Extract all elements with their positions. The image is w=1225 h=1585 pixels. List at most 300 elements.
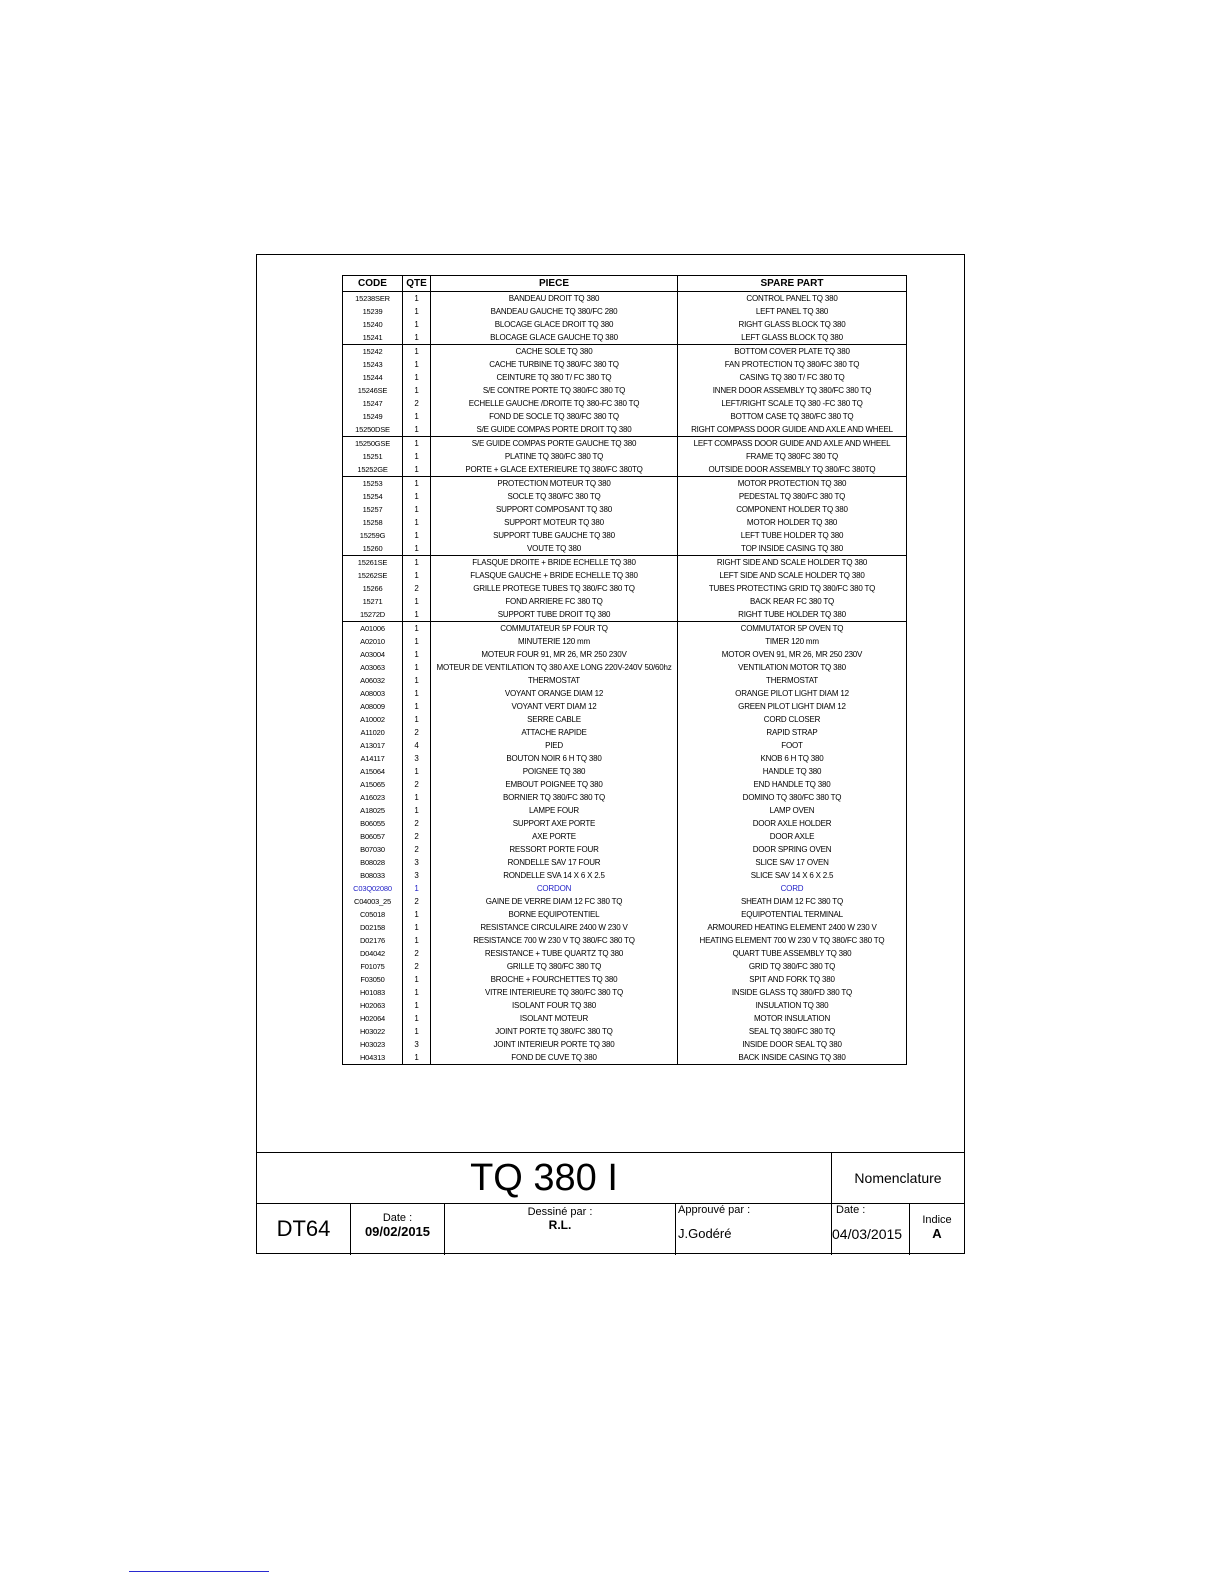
cell-code: A15064 [343, 765, 403, 778]
drawing-title: TQ 380 I [257, 1153, 832, 1203]
cell-code: H01083 [343, 986, 403, 999]
cell-spare-part: LEFT PANEL TQ 380 [678, 305, 907, 318]
cell-code: F01075 [343, 960, 403, 973]
cell-code: 15261SE [343, 556, 403, 570]
cell-code: D02176 [343, 934, 403, 947]
cell-spare-part: INNER DOOR ASSEMBLY TQ 380/FC 380 TQ [678, 384, 907, 397]
table-row [343, 999, 907, 1012]
cell-spare-part: LAMP OVEN [678, 804, 907, 817]
table-row [343, 908, 907, 921]
cell-qte: 3 [403, 752, 431, 765]
cell-qte: 1 [403, 384, 431, 397]
cell-spare-part: DOOR AXLE [678, 830, 907, 843]
cell-piece: SUPPORT TUBE GAUCHE TQ 380 [431, 529, 678, 542]
cell-piece: CACHE SOLE TQ 380 [431, 345, 678, 359]
cell-qte: 1 [403, 450, 431, 463]
cell-spare-part: DOOR SPRING OVEN [678, 843, 907, 856]
cell-spare-part: LEFT GLASS BLOCK TQ 380 [678, 331, 907, 345]
cell-spare-part: TIMER 120 mm [678, 635, 907, 648]
cell-spare-part: MOTOR INSULATION [678, 1012, 907, 1025]
cell-spare-part: HANDLE TQ 380 [678, 765, 907, 778]
cell-piece: VOUTE TQ 380 [431, 542, 678, 556]
cell-code: 15253 [343, 477, 403, 491]
cell-code: A18025 [343, 804, 403, 817]
table-row [343, 542, 907, 556]
cell-piece: BORNE EQUIPOTENTIEL [431, 908, 678, 921]
cell-piece: BOUTON NOIR 6 H TQ 380 [431, 752, 678, 765]
cell-qte: 1 [403, 371, 431, 384]
cell-qte: 2 [403, 397, 431, 410]
cell-code: 15272D [343, 608, 403, 622]
cell-qte: 1 [403, 556, 431, 570]
approved-by-label: Approuvé par : [678, 1204, 751, 1216]
cell-spare-part: VENTILATION MOTOR TQ 380 [678, 661, 907, 674]
table-row [343, 450, 907, 463]
cell-spare-part: LEFT/RIGHT SCALE TQ 380 -FC 380 TQ [678, 397, 907, 410]
table-row [343, 608, 907, 622]
table-row [343, 726, 907, 739]
cell-qte: 1 [403, 410, 431, 423]
cell-piece: AXE PORTE [431, 830, 678, 843]
cell-code: H04313 [343, 1051, 403, 1065]
cell-piece: S/E GUIDE COMPAS PORTE GAUCHE TQ 380 [431, 437, 678, 451]
cell-piece: FOND ARRIERE FC 380 TQ [431, 595, 678, 608]
cell-spare-part: CORD CLOSER [678, 713, 907, 726]
cell-code: 15250GSE [343, 437, 403, 451]
cell-spare-part: HEATING ELEMENT 700 W 230 V TQ 380/FC 380 TQ [678, 934, 907, 947]
table-row [343, 318, 907, 331]
cell-piece: ISOLANT FOUR TQ 380 [431, 999, 678, 1012]
cell-code: H03023 [343, 1038, 403, 1051]
cell-qte: 3 [403, 1038, 431, 1051]
cell-piece: ECHELLE GAUCHE /DROITE TQ 380-FC 380 TQ [431, 397, 678, 410]
cell-piece: VOYANT ORANGE DIAM 12 [431, 687, 678, 700]
cell-spare-part: LEFT TUBE HOLDER TQ 380 [678, 529, 907, 542]
cell-qte: 1 [403, 687, 431, 700]
cell-spare-part: GRID TQ 380/FC 380 TQ [678, 960, 907, 973]
table-row [343, 661, 907, 674]
cell-qte: 1 [403, 713, 431, 726]
cell-piece: PIED [431, 739, 678, 752]
header-code: CODE [343, 276, 403, 292]
table-row [343, 752, 907, 765]
cell-spare-part: CONTROL PANEL TQ 380 [678, 292, 907, 306]
cell-code: 15241 [343, 331, 403, 345]
cell-piece: SUPPORT AXE PORTE [431, 817, 678, 830]
cell-code: D04042 [343, 947, 403, 960]
table-row [343, 921, 907, 934]
cell-piece: SUPPORT TUBE DROIT TQ 380 [431, 608, 678, 622]
cell-code: B08033 [343, 869, 403, 882]
cell-code: F03050 [343, 973, 403, 986]
cell-code: 15244 [343, 371, 403, 384]
cell-qte: 3 [403, 869, 431, 882]
cell-qte: 2 [403, 895, 431, 908]
cell-piece: POIGNEE TQ 380 [431, 765, 678, 778]
table-row [343, 830, 907, 843]
cell-qte: 1 [403, 503, 431, 516]
cell-spare-part: END HANDLE TQ 380 [678, 778, 907, 791]
table-row [343, 516, 907, 529]
cell-spare-part: BOTTOM COVER PLATE TQ 380 [678, 345, 907, 359]
cell-qte: 2 [403, 843, 431, 856]
cell-code: A08009 [343, 700, 403, 713]
table-row [343, 582, 907, 595]
cell-qte: 1 [403, 1012, 431, 1025]
cell-spare-part: DOOR AXLE HOLDER [678, 817, 907, 830]
cell-qte: 1 [403, 622, 431, 636]
table-row [343, 437, 907, 451]
table-row [343, 529, 907, 542]
table-header-row [343, 276, 907, 292]
table-row [343, 973, 907, 986]
cell-qte: 2 [403, 582, 431, 595]
cell-spare-part: INSULATION TQ 380 [678, 999, 907, 1012]
date-label: Date : [382, 1212, 413, 1224]
cell-spare-part: RAPID STRAP [678, 726, 907, 739]
cell-piece: BANDEAU DROIT TQ 380 [431, 292, 678, 306]
cell-qte: 1 [403, 648, 431, 661]
cell-code: 15252GE [343, 463, 403, 477]
cell-code: B06055 [343, 817, 403, 830]
drawn-by-value: R.L. [548, 1218, 572, 1232]
table-row [343, 882, 907, 895]
doc-number: DT64 [257, 1203, 351, 1255]
table-row [343, 843, 907, 856]
cell-code: H02063 [343, 999, 403, 1012]
cell-piece: FLASQUE DROITE + BRIDE ECHELLE TQ 380 [431, 556, 678, 570]
cell-piece: CORDON [431, 882, 678, 895]
cell-spare-part: TOP INSIDE CASING TQ 380 [678, 542, 907, 556]
parts-table [342, 275, 907, 1065]
cell-piece: PORTE + GLACE EXTERIEURE TQ 380/FC 380TQ [431, 463, 678, 477]
cell-spare-part: SLICE SAV 17 OVEN [678, 856, 907, 869]
date-value: 09/02/2015 [364, 1224, 431, 1239]
cell-qte: 1 [403, 477, 431, 491]
table-row [343, 986, 907, 999]
cell-spare-part: RIGHT COMPASS DOOR GUIDE AND AXLE AND WHEEL [678, 423, 907, 437]
cell-piece: BORNIER TQ 380/FC 380 TQ [431, 791, 678, 804]
cell-piece: BLOCAGE GLACE DROIT TQ 380 [431, 318, 678, 331]
cell-code: 15259G [343, 529, 403, 542]
cell-qte: 1 [403, 463, 431, 477]
table-row [343, 804, 907, 817]
cell-piece: THERMOSTAT [431, 674, 678, 687]
cell-spare-part: COMPONENT HOLDER TQ 380 [678, 503, 907, 516]
cell-spare-part: CASING TQ 380 T/ FC 380 TQ [678, 371, 907, 384]
cell-qte: 1 [403, 529, 431, 542]
cell-spare-part: MOTOR PROTECTION TQ 380 [678, 477, 907, 491]
cell-qte: 4 [403, 739, 431, 752]
cell-code: 15243 [343, 358, 403, 371]
cell-piece: RONDELLE SVA 14 X 6 X 2.5 [431, 869, 678, 882]
footnote-separator [129, 1571, 269, 1572]
cell-code: 15266 [343, 582, 403, 595]
cell-piece: S/E GUIDE COMPAS PORTE DROIT TQ 380 [431, 423, 678, 437]
cell-piece: SOCLE TQ 380/FC 380 TQ [431, 490, 678, 503]
cell-qte: 1 [403, 999, 431, 1012]
cell-qte: 1 [403, 635, 431, 648]
cell-piece: LAMPE FOUR [431, 804, 678, 817]
table-row [343, 1051, 907, 1065]
cell-code: A02010 [343, 635, 403, 648]
table-row [343, 463, 907, 477]
cell-qte: 1 [403, 934, 431, 947]
header-spare-part: SPARE PART [678, 276, 907, 292]
cell-piece: RESISTANCE CIRCULAIRE 2400 W 230 V [431, 921, 678, 934]
cell-qte: 1 [403, 700, 431, 713]
drawing-sheet [256, 254, 965, 1254]
cell-spare-part: CORD [678, 882, 907, 895]
cell-qte: 1 [403, 542, 431, 556]
cell-piece: BLOCAGE GLACE GAUCHE TQ 380 [431, 331, 678, 345]
cell-spare-part: GREEN PILOT LIGHT DIAM 12 [678, 700, 907, 713]
cell-piece: GRILLE PROTEGE TUBES TQ 380/FC 380 TQ [431, 582, 678, 595]
header-qte: QTE [403, 276, 431, 292]
table-row [343, 477, 907, 491]
cell-spare-part: SHEATH DIAM 12 FC 380 TQ [678, 895, 907, 908]
cell-code: A13017 [343, 739, 403, 752]
approval-date-label: Date : [836, 1204, 866, 1216]
cell-code: A08003 [343, 687, 403, 700]
cell-code: 15251 [343, 450, 403, 463]
cell-qte: 2 [403, 830, 431, 843]
cell-code: 15260 [343, 542, 403, 556]
cell-spare-part: QUART TUBE ASSEMBLY TQ 380 [678, 947, 907, 960]
cell-qte: 1 [403, 882, 431, 895]
table-row [343, 358, 907, 371]
drawn-by-label: Dessiné par : [527, 1206, 593, 1218]
cell-code: 15247 [343, 397, 403, 410]
cell-code: C05018 [343, 908, 403, 921]
cell-code: A01006 [343, 622, 403, 636]
table-row [343, 292, 907, 306]
cell-code: A14117 [343, 752, 403, 765]
cell-spare-part: INSIDE DOOR SEAL TQ 380 [678, 1038, 907, 1051]
cell-code: A03063 [343, 661, 403, 674]
table-row [343, 622, 907, 636]
table-row [343, 778, 907, 791]
cell-piece: CACHE TURBINE TQ 380/FC 380 TQ [431, 358, 678, 371]
cell-qte: 1 [403, 345, 431, 359]
cell-piece: S/E CONTRE PORTE TQ 380/FC 380 TQ [431, 384, 678, 397]
cell-code: 15238SER [343, 292, 403, 306]
table-row [343, 895, 907, 908]
cell-qte: 1 [403, 569, 431, 582]
cell-piece: PLATINE TQ 380/FC 380 TQ [431, 450, 678, 463]
table-row [343, 713, 907, 726]
cell-piece: MINUTERIE 120 mm [431, 635, 678, 648]
cell-spare-part: FOOT [678, 739, 907, 752]
table-row [343, 371, 907, 384]
date-cell [351, 1203, 445, 1255]
table-row [343, 331, 907, 345]
cell-piece: RESISTANCE + TUBE QUARTZ TQ 380 [431, 947, 678, 960]
cell-qte: 1 [403, 973, 431, 986]
cell-piece: JOINT INTERIEUR PORTE TQ 380 [431, 1038, 678, 1051]
table-row [343, 397, 907, 410]
table-row [343, 423, 907, 437]
cell-qte: 2 [403, 947, 431, 960]
cell-piece: FLASQUE GAUCHE + BRIDE ECHELLE TQ 380 [431, 569, 678, 582]
cell-qte: 1 [403, 358, 431, 371]
cell-piece: CEINTURE TQ 380 T/ FC 380 TQ [431, 371, 678, 384]
cell-piece: MOTEUR DE VENTILATION TQ 380 AXE LONG 220V-240V 50/60hz [431, 661, 678, 674]
approved-by-cell [676, 1203, 832, 1255]
approval-date-value: 04/03/2015 [832, 1226, 903, 1242]
cell-spare-part: SLICE SAV 14 X 6 X 2.5 [678, 869, 907, 882]
cell-code: D02158 [343, 921, 403, 934]
cell-spare-part: LEFT COMPASS DOOR GUIDE AND AXLE AND WHEEL [678, 437, 907, 451]
drawn-by-cell [445, 1203, 676, 1255]
cell-code: A15065 [343, 778, 403, 791]
cell-spare-part: BACK INSIDE CASING TQ 380 [678, 1051, 907, 1065]
cell-piece: ISOLANT MOTEUR [431, 1012, 678, 1025]
indice-label: Indice [922, 1214, 952, 1226]
table-row [343, 1025, 907, 1038]
cell-spare-part: EQUIPOTENTIAL TERMINAL [678, 908, 907, 921]
cell-spare-part: MOTOR HOLDER TQ 380 [678, 516, 907, 529]
cell-qte: 1 [403, 986, 431, 999]
table-row [343, 384, 907, 397]
table-row [343, 1038, 907, 1051]
cell-piece: BROCHE + FOURCHETTES TQ 380 [431, 973, 678, 986]
cell-code: A06032 [343, 674, 403, 687]
table-row [343, 345, 907, 359]
cell-spare-part: BOTTOM CASE TQ 380/FC 380 TQ [678, 410, 907, 423]
table-row [343, 569, 907, 582]
title-block [257, 1152, 964, 1255]
table-row [343, 765, 907, 778]
cell-qte: 1 [403, 305, 431, 318]
cell-piece: GAINE DE VERRE DIAM 12 FC 380 TQ [431, 895, 678, 908]
cell-qte: 2 [403, 960, 431, 973]
cell-code: A11020 [343, 726, 403, 739]
cell-qte: 2 [403, 726, 431, 739]
header-piece: PIECE [431, 276, 678, 292]
cell-piece: ATTACHE RAPIDE [431, 726, 678, 739]
cell-spare-part: MOTOR OVEN 91, MR 26, MR 250 230V [678, 648, 907, 661]
cell-qte: 1 [403, 292, 431, 306]
cell-qte: 1 [403, 437, 431, 451]
cell-code: 15262SE [343, 569, 403, 582]
table-row [343, 947, 907, 960]
table-row [343, 856, 907, 869]
table-row [343, 791, 907, 804]
cell-qte: 1 [403, 791, 431, 804]
cell-spare-part: DOMINO TQ 380/FC 380 TQ [678, 791, 907, 804]
cell-piece: VITRE INTERIEURE TQ 380/FC 380 TQ [431, 986, 678, 999]
cell-piece: BANDEAU GAUCHE TQ 380/FC 280 [431, 305, 678, 318]
cell-piece: GRILLE TQ 380/FC 380 TQ [431, 960, 678, 973]
cell-qte: 1 [403, 516, 431, 529]
table-row [343, 635, 907, 648]
cell-code: A16023 [343, 791, 403, 804]
cell-spare-part: LEFT SIDE AND SCALE HOLDER TQ 380 [678, 569, 907, 582]
table-row [343, 960, 907, 973]
table-row [343, 700, 907, 713]
table-row [343, 305, 907, 318]
cell-code: C04003_25 [343, 895, 403, 908]
table-row [343, 934, 907, 947]
cell-qte: 1 [403, 595, 431, 608]
cell-piece: JOINT PORTE TQ 380/FC 380 TQ [431, 1025, 678, 1038]
cell-spare-part: PEDESTAL TQ 380/FC 380 TQ [678, 490, 907, 503]
cell-piece: FOND DE SOCLE TQ 380/FC 380 TQ [431, 410, 678, 423]
cell-piece: RONDELLE SAV 17 FOUR [431, 856, 678, 869]
indice-cell [910, 1203, 964, 1255]
cell-spare-part: ORANGE PILOT LIGHT DIAM 12 [678, 687, 907, 700]
cell-piece: SUPPORT MOTEUR TQ 380 [431, 516, 678, 529]
cell-piece: MOTEUR FOUR 91, MR 26, MR 250 230V [431, 648, 678, 661]
table-row [343, 739, 907, 752]
table-row [343, 869, 907, 882]
cell-qte: 1 [403, 804, 431, 817]
cell-spare-part: FRAME TQ 380FC 380 TQ [678, 450, 907, 463]
cell-spare-part: RIGHT GLASS BLOCK TQ 380 [678, 318, 907, 331]
cell-spare-part: TUBES PROTECTING GRID TQ 380/FC 380 TQ [678, 582, 907, 595]
cell-code: 15242 [343, 345, 403, 359]
cell-piece: SUPPORT COMPOSANT TQ 380 [431, 503, 678, 516]
cell-spare-part: SPIT AND FORK TQ 380 [678, 973, 907, 986]
cell-spare-part: SEAL TQ 380/FC 380 TQ [678, 1025, 907, 1038]
cell-qte: 1 [403, 908, 431, 921]
parts-table-body [343, 292, 907, 1065]
cell-qte: 1 [403, 674, 431, 687]
cell-piece: COMMUTATEUR 5P FOUR TQ [431, 622, 678, 636]
cell-code: 15257 [343, 503, 403, 516]
cell-code: A10002 [343, 713, 403, 726]
cell-code: 15250DSE [343, 423, 403, 437]
cell-qte: 1 [403, 423, 431, 437]
cell-spare-part: RIGHT TUBE HOLDER TQ 380 [678, 608, 907, 622]
cell-code: B06057 [343, 830, 403, 843]
table-row [343, 1012, 907, 1025]
cell-code: 15254 [343, 490, 403, 503]
cell-code: 15258 [343, 516, 403, 529]
cell-spare-part: KNOB 6 H TQ 380 [678, 752, 907, 765]
cell-qte: 1 [403, 1025, 431, 1038]
cell-piece: VOYANT VERT DIAM 12 [431, 700, 678, 713]
cell-spare-part: BACK REAR FC 380 TQ [678, 595, 907, 608]
cell-code: H03022 [343, 1025, 403, 1038]
cell-code: 15271 [343, 595, 403, 608]
cell-piece: FOND DE CUVE TQ 380 [431, 1051, 678, 1065]
cell-piece: RESISTANCE 700 W 230 V TQ 380/FC 380 TQ [431, 934, 678, 947]
cell-qte: 1 [403, 1051, 431, 1065]
cell-spare-part: ARMOURED HEATING ELEMENT 2400 W 230 V [678, 921, 907, 934]
cell-spare-part: THERMOSTAT [678, 674, 907, 687]
cell-piece: PROTECTION MOTEUR TQ 380 [431, 477, 678, 491]
table-row [343, 595, 907, 608]
cell-qte: 1 [403, 331, 431, 345]
cell-code: B08028 [343, 856, 403, 869]
cell-qte: 3 [403, 856, 431, 869]
cell-qte: 1 [403, 765, 431, 778]
cell-qte: 1 [403, 661, 431, 674]
table-row [343, 817, 907, 830]
cell-piece: RESSORT PORTE FOUR [431, 843, 678, 856]
cell-piece: EMBOUT POIGNEE TQ 380 [431, 778, 678, 791]
table-row [343, 687, 907, 700]
cell-code: 15239 [343, 305, 403, 318]
cell-spare-part: RIGHT SIDE AND SCALE HOLDER TQ 380 [678, 556, 907, 570]
cell-qte: 2 [403, 817, 431, 830]
cell-qte: 1 [403, 608, 431, 622]
cell-spare-part: FAN PROTECTION TQ 380/FC 380 TQ [678, 358, 907, 371]
approved-by-value: J.Godéré [678, 1226, 732, 1241]
cell-code: H02064 [343, 1012, 403, 1025]
